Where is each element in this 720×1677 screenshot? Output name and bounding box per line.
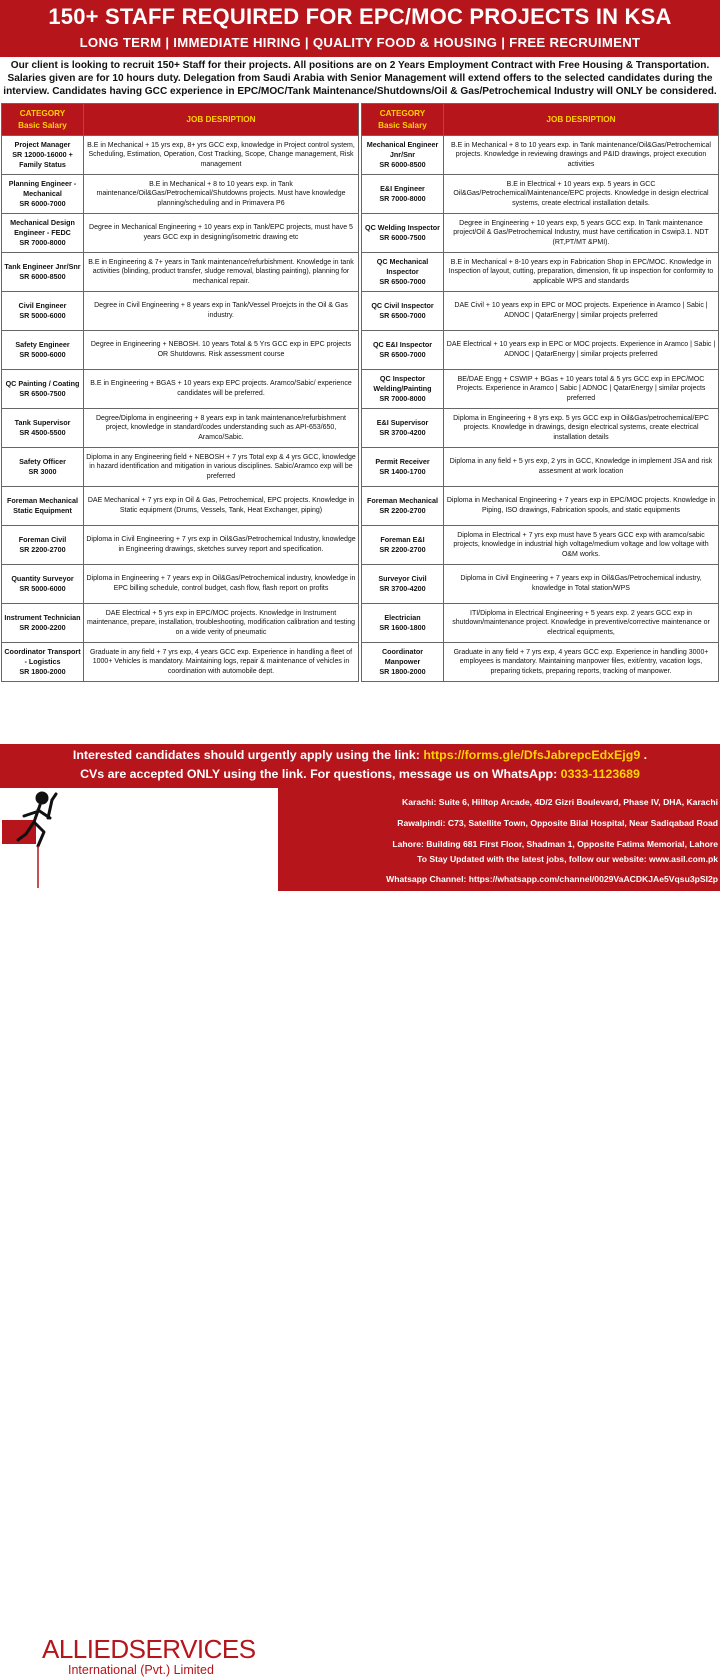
job-title: QC Civil Inspector: [371, 301, 434, 310]
category-header-label: CATEGORY: [19, 108, 66, 118]
job-salary: SR 5000-6000: [19, 350, 66, 359]
website-line[interactable]: To Stay Updated with the latest jobs, follow our website: www.asil.com.pk: [417, 854, 718, 864]
job-row: [2, 175, 359, 214]
apply-line-1: [0, 748, 720, 762]
job-title: Safety Officer: [19, 457, 66, 466]
job-category: [362, 370, 444, 409]
job-description: DAE Electrical + 10 years exp in EPC or MOC projects. Experience in Aramco | Sabic | ADNOC | QatarEnergy | similar projects preferred: [444, 331, 719, 370]
job-title: QC Inspector Welding/Painting: [373, 374, 432, 393]
job-category: [362, 175, 444, 214]
job-description: ITI/Diploma in Electrical Engineering + 5 years exp. 2 years GCC exp in shutdown/maintenance project. Knowledge in preventive/corrective maintenance or electrical equipments,: [444, 604, 719, 643]
job-row: [2, 448, 359, 487]
job-category: [2, 409, 84, 448]
job-category: [362, 526, 444, 565]
job-row: [2, 409, 359, 448]
job-description: Diploma in Civil Engineering + 7 yrs exp in Oil&Gas/Petrochemical Industry, knowledge in Engineering drawings, sketches survey report and specification.: [84, 526, 359, 565]
job-description: Graduate in any field + 7 yrs exp, 4 years GCC exp. Experience in handling 3000+ employees is mandatory. Maintaining manpower files, exit/entry, vacation logs, preparing tickets, preparing reports, tracking of manpower.: [444, 643, 719, 682]
job-row: [2, 370, 359, 409]
apply-link[interactable]: https://forms.gle/DfsJabrepcEdxEjg9: [423, 748, 641, 762]
job-salary: SR 6500-7000: [379, 277, 426, 286]
job-salary: SR 4500-5500: [19, 428, 66, 437]
job-row: [2, 292, 359, 331]
job-salary: SR 5000-6000: [19, 311, 66, 320]
job-description: Degree in Civil Engineering + 8 years exp in Tank/Vessel Proejcts in the Oil & Gas industry.: [84, 292, 359, 331]
job-title: Safety Engineer: [15, 340, 70, 349]
apply-suffix: .: [640, 748, 648, 762]
job-category: [2, 448, 84, 487]
job-title: Foreman Mechanical Static Equipment: [6, 496, 79, 515]
header-banner: [0, 0, 720, 57]
job-description: B.E in Engineering & 7+ years in Tank maintenance/refurbishment. Knowledge in tank activities (blinding, product transfer, sludge removal, blasting painting), planning for mechanical repair.: [84, 253, 359, 292]
job-title: Foreman E&I: [380, 535, 425, 544]
apply-text: Interested candidates should urgently apply using the link:: [72, 748, 424, 762]
job-salary: SR 2200-2700: [379, 506, 426, 515]
job-category: [2, 214, 84, 253]
job-title: E&I Engineer: [380, 184, 425, 193]
apply-line-2: [0, 767, 720, 781]
job-salary: SR 7000-8000: [379, 394, 426, 403]
job-description: DAE Mechanical + 7 yrs exp in Oil & Gas, Petrochemical, EPC projects. Knowledge in Static equipment (Drums, Vessels, Tank, Heat Exchanger, piping): [84, 487, 359, 526]
cv-text: CVs are accepted ONLY using the link. For questions, message us on WhatsApp:: [80, 767, 561, 781]
job-title: Electrician: [384, 613, 421, 622]
category-header: [2, 104, 84, 136]
job-category: [362, 604, 444, 643]
job-title: Foreman Mechanical: [366, 496, 439, 505]
job-description: DAE Electrical + 5 yrs exp in EPC/MOC projects. Knowledge in Instrument maintenance, prepare, installation, troubleshooting, modification calibration and testing on a wide verity of pneumatic: [84, 604, 359, 643]
job-salary: SR 2200-2700: [19, 545, 66, 554]
job-category: [2, 253, 84, 292]
intro-paragraph: Our client is looking to recruit 150+ Staff for their projects. All positions are on 2 Years Employment Contract with Free Housing & Transportation. Salaries given are for 10 hours duty. Delegation from Saudi Arabia with Senior Management will extend offers to the selected candidates during the interview. Candidates having GCC experience in EPC/MOC/Tank Maintenance/Shutdowns/Oil & Gas/Petrochemical Industry will ONLY be considered.: [3, 60, 717, 97]
job-description: B.E in Mechanical + 8 to 10 years exp. in Tank maintenance/Oil&Gas/Petrochemical/Shutdowns projects. Must have knowledge planning/scheduling and in Primavera P6: [84, 175, 359, 214]
job-category: [362, 253, 444, 292]
job-row: [362, 253, 719, 292]
job-row: [362, 331, 719, 370]
job-salary: SR 7000-8000: [19, 238, 66, 247]
contacts-panel: [278, 788, 720, 891]
job-title: Mechanical Design Engineer - FEDC: [10, 218, 75, 237]
job-row: [362, 292, 719, 331]
job-category: [2, 292, 84, 331]
job-row: [2, 214, 359, 253]
job-description: Graduate in any field + 7 yrs exp, 4 years GCC exp. Experience in handling a fleet of 1000+ Vehicles is mandatory. Maintaining logs, repair & maintenance of vehicles in coordination with automobile dept.: [84, 643, 359, 682]
job-description: B.E in Mechanical + 15 yrs exp, 8+ yrs GCC exp, knowledge in Project control system, Scheduling, Estimation, Operation, Cost Tracking, Scope, Change management, Risk management: [84, 136, 359, 175]
job-category: [2, 175, 84, 214]
job-category: [362, 136, 444, 175]
job-category: [2, 136, 84, 175]
job-salary: SR 6000-7000: [19, 199, 66, 208]
job-row: [362, 565, 719, 604]
job-title: Foreman Civil: [18, 535, 67, 544]
job-title: QC Mechanical Inspector: [376, 257, 429, 276]
job-description: Diploma in Engineering + 8 yrs exp. 5 yrs GCC exp in Oil&Gas/petrochemical/EPC projects. Knowledge in drawings, design electrical systems, create electrical installation details: [444, 409, 719, 448]
job-title: Instrument Technician: [4, 613, 81, 622]
brand-name: ALLIEDSERVICES: [42, 1634, 256, 1664]
address-lahore: Lahore: Building 681 First Floor, Shadman 1, Opposite Fatima Memorial, Lahore: [392, 839, 718, 849]
job-title: Civil Engineer: [18, 301, 67, 310]
job-description: Degree in Mechanical Engineering + 10 years exp in Tank/EPC projects, must have 5 years GCC exp in designing/isometric drawing etc: [84, 214, 359, 253]
job-title: Coordinator Transport - Logistics: [4, 647, 81, 666]
job-description: Diploma in Civil Engineering + 7 years exp in Oil&Gas/Petrochemical industry, knowledge in Total station/WPS: [444, 565, 719, 604]
job-description: Diploma in Engineering + 7 years exp in Oil&Gas/Petrochemical industry, knowledge in EPC billing schedule, control budget, cash flow, flash report on profits: [84, 565, 359, 604]
job-title: Quantity Surveyor: [11, 574, 74, 583]
job-description-header: JOB DESRIPTION: [444, 104, 719, 136]
job-title: Coordinator Manpower: [381, 647, 424, 666]
job-description: Degree/Diploma in engineering + 8 years exp in tank maintenance/refurbishment project, knowledge in standard/codes understanding such as API-653/650, Aramco/Sabic.: [84, 409, 359, 448]
job-salary: SR 1800-2000: [19, 667, 66, 676]
job-category: [362, 292, 444, 331]
salary-header-label: Basic Salary: [18, 120, 67, 130]
job-description: Diploma in Electrical + 7 yrs exp must have 5 years GCC exp with aramco/sabic projects, knowledge in industrial high voltage/medium voltage and low voltage with O&M works.: [444, 526, 719, 565]
job-row: [362, 487, 719, 526]
job-category: [362, 487, 444, 526]
job-salary: SR 12000-16000 + Family Status: [12, 150, 73, 169]
job-description: B.E in Mechanical + 8-10 years exp in Fabrication Shop in EPC/MOC. Knowledge in Inspection of layout, cutting, preparation, dimension, fit up inspection for conformity to applicable WPS and standards: [444, 253, 719, 292]
job-title: Permit Receiver: [375, 457, 430, 466]
job-category: [362, 448, 444, 487]
job-title: Planning Engineer - Mechanical: [8, 179, 77, 198]
job-description: B.E in Mechanical + 8 to 10 years exp. in Tank maintenance/Oil&Gas/Petrochemical projects. Knowledge in reviewing drawings and P&ID drawings, project execution activities: [444, 136, 719, 175]
job-description: DAE Civil + 10 years exp in EPC or MOC projects. Experience in Aramco | Sabic | ADNOC | QatarEnergy | similar projects preferred: [444, 292, 719, 331]
job-row: [2, 331, 359, 370]
job-salary: SR 5000-6000: [19, 584, 66, 593]
job-description: BE/DAE Engg + CSWIP + BGas + 10 years total & 5 yrs GCC exp in EPC/MOC Projects. Experience in Aramco | Sabic | ADNOC | QatarEnergy | similar projects preferred: [444, 370, 719, 409]
job-row: [362, 409, 719, 448]
job-row: [2, 565, 359, 604]
job-title: Tank Supervisor: [14, 418, 71, 427]
job-salary: SR 7000-8000: [379, 194, 426, 203]
job-row: [2, 487, 359, 526]
job-description: Diploma in any Engineering field + NEBOSH + 7 yrs Total exp & 4 yrs GCC, knowledge in hazard identification and mitigation in various disciplines. Sabic/Aramco exp will be preferred: [84, 448, 359, 487]
job-row: [362, 604, 719, 643]
salary-header-label: Basic Salary: [378, 120, 427, 130]
job-row: [362, 175, 719, 214]
job-row: [2, 526, 359, 565]
logo-area: [0, 788, 278, 1677]
job-salary: SR 6000-8500: [19, 272, 66, 281]
job-title: Surveyor Civil: [378, 574, 427, 583]
job-category: [2, 331, 84, 370]
job-description: Diploma in Mechanical Engineering + 7 years exp in EPC/MOC projects. Knowledge in Piping, ISO drawings, Fabrication spools, and static equipments: [444, 487, 719, 526]
category-header: [362, 104, 444, 136]
job-title: Project Manager: [14, 140, 71, 149]
job-row: [362, 136, 719, 175]
job-salary: SR 6500-7000: [379, 350, 426, 359]
job-row: [362, 526, 719, 565]
whatsapp-channel-line[interactable]: Whatsapp Channel: https://whatsapp.com/channel/0029VaACDKJAe5Vqsu3pSI2p: [386, 874, 718, 884]
job-category: [362, 409, 444, 448]
job-title: Mechanical Engineer Jnr/Snr: [366, 140, 439, 159]
job-category: [362, 643, 444, 682]
job-salary: SR 1400-1700: [379, 467, 426, 476]
job-category: [2, 526, 84, 565]
page-title: 150+ STAFF REQUIRED FOR EPC/MOC PROJECTS IN KSA: [48, 4, 672, 29]
job-salary: SR 6000-8500: [379, 160, 426, 169]
jobs-table-left: [1, 103, 359, 682]
job-salary: SR 2200-2700: [379, 545, 426, 554]
category-header-label: CATEGORY: [379, 108, 426, 118]
job-salary: SR 6000-7500: [379, 233, 426, 242]
job-title: QC E&I Inspector: [372, 340, 433, 349]
job-category: [362, 214, 444, 253]
job-description: B.E in Engineering + BGAS + 10 years exp EPC projects. Aramco/Sabic/ experience candidates will be preferred.: [84, 370, 359, 409]
job-category: [2, 487, 84, 526]
jobs-table-right: [361, 103, 719, 682]
job-category: [2, 565, 84, 604]
brand-short: asil: [8, 1618, 25, 1629]
address-karachi: Karachi: Suite 6, Hilltop Arcade, 4D/2 Gizri Boulevard, Phase IV, DHA, Karachi: [402, 797, 718, 807]
job-title: Tank Engineer Jnr/Snr: [4, 262, 81, 271]
job-salary: SR 2000-2200: [19, 623, 66, 632]
job-row: [362, 214, 719, 253]
job-salary: SR 1600-1800: [379, 623, 426, 632]
job-description-header: JOB DESRIPTION: [84, 104, 359, 136]
job-salary: SR 6500-7000: [379, 311, 426, 320]
job-category: [2, 370, 84, 409]
job-salary: SR 1800-2000: [379, 667, 426, 676]
company-logo-icon: [0, 788, 278, 891]
job-row: [362, 448, 719, 487]
job-salary: SR 3000: [28, 467, 57, 476]
job-salary: SR 3700-4200: [379, 584, 426, 593]
page-subtitle: LONG TERM | IMMEDIATE HIRING | QUALITY FOOD & HOUSING | FREE RECRUIMENT: [79, 35, 641, 50]
address-rawalpindi: Rawalpindi: C73, Satellite Town, Opposite Bilal Hospital, Near Sadiqabad Road: [397, 818, 718, 828]
whatsapp-number[interactable]: 0333-1123689: [560, 767, 640, 781]
job-salary: SR 6500-7500: [19, 389, 66, 398]
job-row: [2, 604, 359, 643]
job-category: [362, 331, 444, 370]
job-row: [2, 253, 359, 292]
job-row: [2, 643, 359, 682]
job-description: Degree in Engineering + NEBOSH. 10 years Total & 5 Yrs GCC exp in EPC projects OR Shutdowns. Risk assessment course: [84, 331, 359, 370]
job-category: [2, 643, 84, 682]
job-description: Degree in Engineering + 10 years exp, 5 years GCC exp. In Tank maintenance project/Oil & Gas/Petrochemical Industry, must have certification in Cswip3.1. NDT (RT,PT/MT &PMI).: [444, 214, 719, 253]
job-title: QC Welding Inspector: [365, 223, 440, 232]
job-category: [2, 604, 84, 643]
job-row: [2, 136, 359, 175]
job-salary: SR 3700-4200: [379, 428, 426, 437]
job-description: Diploma in any field + 5 yrs exp, 2 yrs in GCC, Knowledge in implement JSA and risk assesment at work location: [444, 448, 719, 487]
job-category: [362, 565, 444, 604]
job-title: QC Painting / Coating: [5, 379, 80, 388]
brand-subtitle: International (Pvt.) Limited: [68, 1663, 214, 1677]
job-row: [362, 643, 719, 682]
job-description: B.E in Electrical + 10 years exp. 5 years in GCC Oil&Gas/Petrochemical/Maintenance/EPC projects. Knowledge in design electrical systems, create electrical installation details.: [444, 175, 719, 214]
job-row: [362, 370, 719, 409]
job-title: E&I Supervisor: [376, 418, 429, 427]
